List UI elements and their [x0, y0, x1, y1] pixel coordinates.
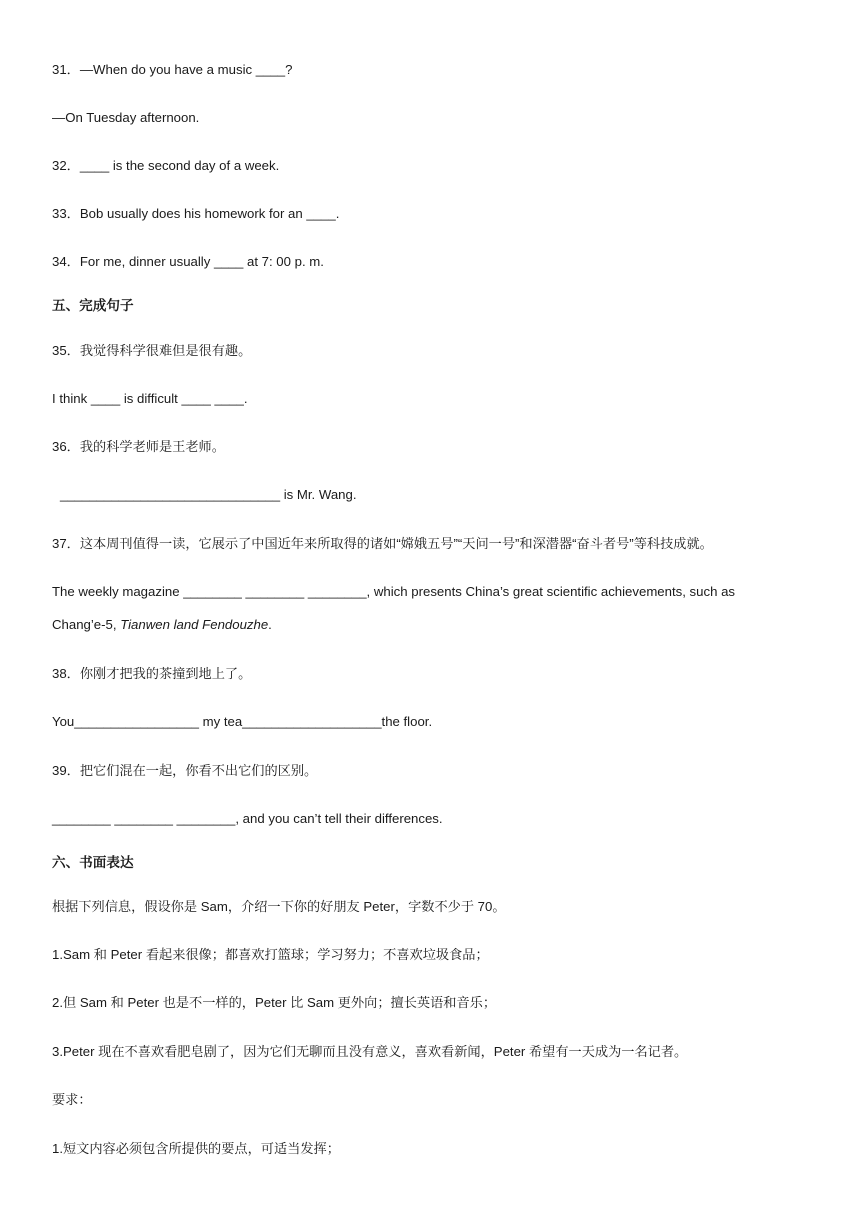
- question-36-english: ______________________________ is Mr. Wang.: [60, 487, 357, 502]
- writing-point-3: 3.Peter 现在不喜欢看肥皂剧了，因为它们无聊而且没有意义，喜欢看新闻，Peter 希望有一天成为一名记者。: [52, 1044, 688, 1059]
- requirement-1: 1.短文内容必须包含所提供的要点，可适当发挥；: [52, 1141, 340, 1156]
- requirements-label: 要求：: [52, 1092, 92, 1107]
- question-36-chinese: 36．我的科学老师是王老师。: [52, 439, 225, 454]
- question-33-text: 33．Bob usually does his homework for an ____.: [52, 206, 340, 221]
- question-37-chinese: 37．这本周刊值得一读，它展示了中国近年来所取得的诸如“嫦娥五号”“天问一号”和深潜器“奋斗者号”等科技成就。: [52, 536, 713, 551]
- q37-plain-text: Chang’e-5,: [52, 617, 121, 632]
- question-38-english: You_________________ my tea___________________the floor.: [52, 714, 433, 729]
- writing-point-1: 1.Sam 和 Peter 看起来很像；都喜欢打篮球；学习努力；不喜欢垃圾食品；: [52, 947, 489, 962]
- question-39-english: ________ ________ ________, and you can’t tell their differences.: [52, 811, 443, 826]
- question-39-chinese: 39．把它们混在一起，你看不出它们的区别。: [52, 763, 318, 778]
- section-6-heading: 六、书面表达: [52, 855, 134, 870]
- question-32-text: 32．____ is the second day of a week.: [52, 158, 280, 173]
- q37-italic-names: Tianwen land Fendouzhe: [120, 617, 269, 632]
- question-37-english-line-1: The weekly magazine ________ ________ ________, which presents China’s great scientific achievements, such as: [52, 584, 736, 599]
- question-35-english: I think ____ is difficult ____ ____.: [52, 391, 248, 406]
- section-5-heading: 五、完成句子: [52, 298, 134, 313]
- question-38-chinese: 38．你刚才把我的茶撞到地上了。: [52, 666, 252, 681]
- question-35-chinese: 35．我觉得科学很难但是很有趣。: [52, 343, 252, 358]
- question-31-answer: —On Tuesday afternoon.: [52, 110, 200, 125]
- writing-intro: 根据下列信息，假设你是 Sam，介绍一下你的好朋友 Peter，字数不少于 70。: [52, 899, 506, 914]
- question-31-text: 31．—When do you have a music ____?: [52, 62, 293, 77]
- writing-point-2: 2.但 Sam 和 Peter 也是不一样的，Peter 比 Sam 更外向；擅长英语和音乐；: [52, 995, 497, 1010]
- question-37-english-line-2: [52, 615, 272, 635]
- q37-period: .: [268, 617, 272, 632]
- question-34-text: 34．For me, dinner usually ____ at 7: 00 p. m.: [52, 254, 324, 269]
